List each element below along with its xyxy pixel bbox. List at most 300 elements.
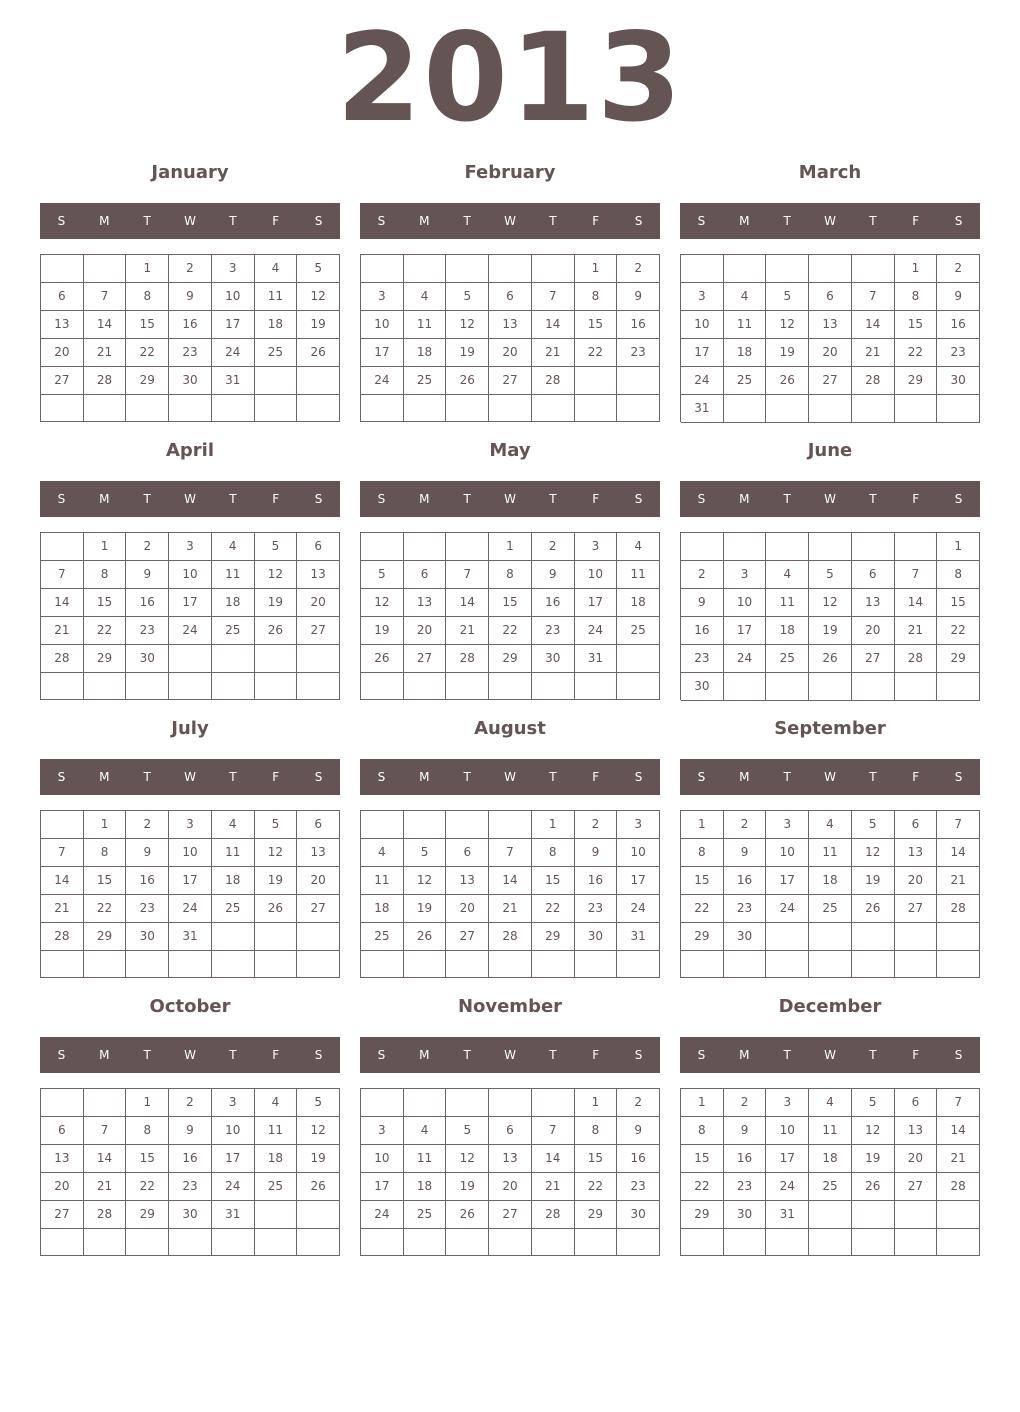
day-cell: 28 xyxy=(489,923,532,951)
day-cell: 1 xyxy=(575,1089,618,1117)
weekday-label: S xyxy=(697,214,706,228)
weekday-label: S xyxy=(314,492,323,506)
empty-cell xyxy=(212,923,255,951)
day-cell: 29 xyxy=(532,923,575,951)
empty-cell xyxy=(84,255,127,283)
day-cell: 11 xyxy=(404,311,447,339)
day-cell: 14 xyxy=(446,589,489,617)
day-cell: 2 xyxy=(724,1089,767,1117)
day-cell: 2 xyxy=(681,561,724,589)
empty-cell xyxy=(41,395,84,422)
day-cell: 26 xyxy=(809,645,852,673)
day-cell: 3 xyxy=(617,811,660,839)
day-cell: 16 xyxy=(937,311,980,339)
weekday-label: M xyxy=(99,770,110,784)
day-cell: 8 xyxy=(489,561,532,589)
empty-cell xyxy=(724,951,767,978)
day-cell: 18 xyxy=(404,1173,447,1201)
empty-cell xyxy=(532,1089,575,1117)
day-cell: 6 xyxy=(41,1117,84,1145)
empty-cell xyxy=(681,255,724,283)
day-cell: 12 xyxy=(297,283,340,311)
day-cell: 29 xyxy=(84,645,127,673)
weekday-header xyxy=(680,759,980,795)
weekday-label: W xyxy=(504,1048,516,1062)
weekday-label: S xyxy=(57,770,66,784)
empty-cell xyxy=(852,533,895,561)
day-cell: 5 xyxy=(297,1089,340,1117)
day-cell: 14 xyxy=(937,839,980,867)
day-cell: 8 xyxy=(575,283,618,311)
weekday-header xyxy=(680,1037,980,1073)
weekday-label: F xyxy=(912,1048,920,1062)
weekday-label: T xyxy=(143,492,151,506)
weekday-label: T xyxy=(229,214,237,228)
empty-cell xyxy=(126,673,169,700)
day-cell: 21 xyxy=(895,617,938,645)
empty-cell xyxy=(937,1201,980,1229)
day-cell: 21 xyxy=(446,617,489,645)
day-cell: 6 xyxy=(489,1117,532,1145)
day-cell: 24 xyxy=(361,1201,404,1229)
day-cell: 15 xyxy=(575,311,618,339)
day-cell: 8 xyxy=(937,561,980,589)
empty-cell xyxy=(681,533,724,561)
empty-cell xyxy=(895,951,938,978)
day-cell: 26 xyxy=(852,1173,895,1201)
day-cell: 5 xyxy=(446,283,489,311)
day-cell: 17 xyxy=(575,589,618,617)
day-cell: 19 xyxy=(446,1173,489,1201)
day-cell: 29 xyxy=(126,1201,169,1229)
empty-cell xyxy=(446,951,489,978)
day-cell: 9 xyxy=(169,1117,212,1145)
empty-cell xyxy=(937,673,980,701)
day-cell: 4 xyxy=(361,839,404,867)
day-cell: 12 xyxy=(255,839,298,867)
day-cell: 1 xyxy=(489,533,532,561)
day-cell: 24 xyxy=(724,645,767,673)
empty-cell xyxy=(212,395,255,422)
day-cell: 9 xyxy=(532,561,575,589)
empty-cell xyxy=(766,533,809,561)
empty-cell xyxy=(617,367,660,395)
day-cell: 24 xyxy=(169,895,212,923)
weekday-label: M xyxy=(99,1048,110,1062)
day-cell: 5 xyxy=(404,839,447,867)
day-cell: 7 xyxy=(84,1117,127,1145)
month-name: October xyxy=(149,996,231,1017)
day-cell: 27 xyxy=(41,367,84,395)
day-cell: 16 xyxy=(126,867,169,895)
empty-cell xyxy=(937,395,980,423)
day-grid xyxy=(680,1088,980,1256)
day-cell: 6 xyxy=(895,811,938,839)
day-cell: 30 xyxy=(169,367,212,395)
day-cell: 21 xyxy=(532,1173,575,1201)
empty-cell xyxy=(617,1229,660,1256)
day-cell: 27 xyxy=(895,895,938,923)
day-cell: 24 xyxy=(212,1173,255,1201)
day-cell: 16 xyxy=(169,311,212,339)
day-cell: 18 xyxy=(255,1145,298,1173)
weekday-label: T xyxy=(783,770,791,784)
day-cell: 25 xyxy=(212,617,255,645)
day-cell: 7 xyxy=(532,1117,575,1145)
weekday-header xyxy=(680,203,980,239)
empty-cell xyxy=(489,1089,532,1117)
day-cell: 31 xyxy=(169,923,212,951)
day-cell: 10 xyxy=(617,839,660,867)
weekday-label: M xyxy=(419,214,430,228)
empty-cell xyxy=(41,1089,84,1117)
weekday-label: M xyxy=(419,492,430,506)
day-cell: 25 xyxy=(255,1173,298,1201)
day-cell: 6 xyxy=(809,283,852,311)
weekday-label: T xyxy=(783,492,791,506)
day-cell: 18 xyxy=(212,867,255,895)
weekday-label: T xyxy=(783,1048,791,1062)
day-cell: 18 xyxy=(212,589,255,617)
weekday-label: T xyxy=(143,770,151,784)
day-cell: 25 xyxy=(255,339,298,367)
day-cell: 21 xyxy=(532,339,575,367)
day-cell: 18 xyxy=(404,339,447,367)
day-cell: 26 xyxy=(255,617,298,645)
day-cell: 18 xyxy=(809,867,852,895)
day-cell: 2 xyxy=(575,811,618,839)
day-cell: 17 xyxy=(361,1173,404,1201)
day-cell: 20 xyxy=(404,617,447,645)
empty-cell xyxy=(532,395,575,422)
day-cell: 26 xyxy=(297,1173,340,1201)
weekday-label: S xyxy=(377,770,386,784)
day-cell: 21 xyxy=(937,1145,980,1173)
day-cell: 30 xyxy=(724,1201,767,1229)
day-cell: 1 xyxy=(575,255,618,283)
day-cell: 13 xyxy=(852,589,895,617)
day-cell: 18 xyxy=(361,895,404,923)
empty-cell xyxy=(852,395,895,423)
weekday-label: S xyxy=(697,1048,706,1062)
day-cell: 15 xyxy=(575,1145,618,1173)
day-cell: 24 xyxy=(575,617,618,645)
day-cell: 10 xyxy=(575,561,618,589)
day-cell: 1 xyxy=(895,255,938,283)
weekday-label: T xyxy=(463,492,471,506)
day-cell: 8 xyxy=(681,1117,724,1145)
weekday-label: W xyxy=(504,770,516,784)
day-cell: 5 xyxy=(255,533,298,561)
empty-cell xyxy=(446,811,489,839)
day-cell: 3 xyxy=(681,283,724,311)
day-cell: 20 xyxy=(297,589,340,617)
empty-cell xyxy=(575,951,618,978)
weekday-label: W xyxy=(824,770,836,784)
weekday-label: S xyxy=(377,492,386,506)
day-cell: 21 xyxy=(41,895,84,923)
empty-cell xyxy=(297,1229,340,1256)
day-cell: 13 xyxy=(895,1117,938,1145)
month-name: December xyxy=(778,996,882,1017)
day-cell: 15 xyxy=(895,311,938,339)
empty-cell xyxy=(361,1089,404,1117)
empty-cell xyxy=(361,395,404,422)
empty-cell xyxy=(297,923,340,951)
day-cell: 11 xyxy=(212,561,255,589)
day-cell: 9 xyxy=(724,839,767,867)
empty-cell xyxy=(84,951,127,978)
day-cell: 24 xyxy=(766,1173,809,1201)
day-cell: 12 xyxy=(404,867,447,895)
day-cell: 13 xyxy=(404,589,447,617)
empty-cell xyxy=(575,367,618,395)
weekday-header xyxy=(680,481,980,517)
weekday-label: S xyxy=(634,1048,643,1062)
weekday-label: W xyxy=(504,492,516,506)
weekday-label: S xyxy=(377,214,386,228)
empty-cell xyxy=(126,395,169,422)
day-cell: 3 xyxy=(724,561,767,589)
empty-cell xyxy=(212,1229,255,1256)
day-cell: 27 xyxy=(809,367,852,395)
empty-cell xyxy=(489,673,532,700)
weekday-label: T xyxy=(549,1048,557,1062)
weekday-label: W xyxy=(824,492,836,506)
day-cell: 26 xyxy=(446,1201,489,1229)
day-cell: 12 xyxy=(809,589,852,617)
day-cell: 7 xyxy=(852,283,895,311)
day-cell: 31 xyxy=(575,645,618,673)
day-cell: 3 xyxy=(766,1089,809,1117)
day-cell: 27 xyxy=(446,923,489,951)
day-cell: 12 xyxy=(446,1145,489,1173)
weekday-label: S xyxy=(697,492,706,506)
empty-cell xyxy=(532,255,575,283)
day-cell: 17 xyxy=(766,867,809,895)
day-cell: 7 xyxy=(895,561,938,589)
day-cell: 23 xyxy=(126,617,169,645)
day-cell: 25 xyxy=(809,1173,852,1201)
weekday-header xyxy=(360,203,660,239)
empty-cell xyxy=(446,533,489,561)
day-cell: 3 xyxy=(212,1089,255,1117)
empty-cell xyxy=(575,673,618,700)
empty-cell xyxy=(895,923,938,951)
day-cell: 16 xyxy=(532,589,575,617)
empty-cell xyxy=(404,1229,447,1256)
day-cell: 3 xyxy=(169,811,212,839)
empty-cell xyxy=(724,255,767,283)
empty-cell xyxy=(84,395,127,422)
month-name: June xyxy=(807,440,853,461)
empty-cell xyxy=(809,1229,852,1256)
day-cell: 6 xyxy=(852,561,895,589)
empty-cell xyxy=(766,255,809,283)
empty-cell xyxy=(446,1229,489,1256)
empty-cell xyxy=(404,811,447,839)
day-cell: 12 xyxy=(766,311,809,339)
empty-cell xyxy=(361,951,404,978)
weekday-label: F xyxy=(272,770,280,784)
empty-cell xyxy=(41,951,84,978)
day-cell: 8 xyxy=(575,1117,618,1145)
day-cell: 2 xyxy=(724,811,767,839)
day-cell: 1 xyxy=(126,255,169,283)
empty-cell xyxy=(937,1229,980,1256)
day-cell: 24 xyxy=(169,617,212,645)
day-cell: 11 xyxy=(809,839,852,867)
day-cell: 5 xyxy=(297,255,340,283)
day-cell: 21 xyxy=(852,339,895,367)
day-cell: 7 xyxy=(937,811,980,839)
day-cell: 16 xyxy=(617,311,660,339)
day-cell: 20 xyxy=(297,867,340,895)
day-cell: 17 xyxy=(169,589,212,617)
day-cell: 5 xyxy=(255,811,298,839)
day-cell: 9 xyxy=(617,283,660,311)
weekday-label: W xyxy=(184,1048,196,1062)
day-cell: 29 xyxy=(681,1201,724,1229)
empty-cell xyxy=(255,1201,298,1229)
day-cell: 18 xyxy=(766,617,809,645)
day-cell: 27 xyxy=(489,367,532,395)
day-cell: 16 xyxy=(724,867,767,895)
day-cell: 28 xyxy=(41,923,84,951)
day-cell: 25 xyxy=(809,895,852,923)
month-name: April xyxy=(165,440,215,461)
day-cell: 22 xyxy=(681,1173,724,1201)
day-grid xyxy=(40,532,340,700)
weekday-label: S xyxy=(314,770,323,784)
day-cell: 18 xyxy=(809,1145,852,1173)
day-cell: 15 xyxy=(937,589,980,617)
day-cell: 3 xyxy=(575,533,618,561)
day-cell: 12 xyxy=(297,1117,340,1145)
empty-cell xyxy=(255,645,298,673)
weekday-label: S xyxy=(954,492,963,506)
day-cell: 19 xyxy=(297,1145,340,1173)
day-cell: 3 xyxy=(361,1117,404,1145)
weekday-label: M xyxy=(739,770,750,784)
weekday-label: T xyxy=(143,214,151,228)
day-cell: 10 xyxy=(766,1117,809,1145)
day-cell: 4 xyxy=(724,283,767,311)
empty-cell xyxy=(809,255,852,283)
day-cell: 8 xyxy=(84,839,127,867)
weekday-label: F xyxy=(592,214,600,228)
day-cell: 3 xyxy=(169,533,212,561)
day-cell: 5 xyxy=(446,1117,489,1145)
weekday-label: F xyxy=(912,770,920,784)
day-cell: 4 xyxy=(212,533,255,561)
day-grid xyxy=(360,254,660,422)
empty-cell xyxy=(361,811,404,839)
day-cell: 23 xyxy=(937,339,980,367)
day-cell: 25 xyxy=(404,367,447,395)
day-cell: 4 xyxy=(809,811,852,839)
day-cell: 14 xyxy=(852,311,895,339)
empty-cell xyxy=(681,1229,724,1256)
day-cell: 16 xyxy=(575,867,618,895)
month-name: February xyxy=(464,162,556,183)
day-cell: 4 xyxy=(809,1089,852,1117)
empty-cell xyxy=(297,367,340,395)
day-cell: 28 xyxy=(41,645,84,673)
day-cell: 3 xyxy=(766,811,809,839)
day-cell: 11 xyxy=(212,839,255,867)
day-cell: 13 xyxy=(41,311,84,339)
empty-cell xyxy=(809,673,852,701)
weekday-label: W xyxy=(184,492,196,506)
empty-cell xyxy=(489,811,532,839)
month-name: November xyxy=(457,996,563,1017)
day-grid xyxy=(40,254,340,422)
weekday-label: S xyxy=(377,1048,386,1062)
day-cell: 4 xyxy=(255,1089,298,1117)
day-cell: 10 xyxy=(169,561,212,589)
weekday-label: M xyxy=(419,770,430,784)
weekday-header xyxy=(360,481,660,517)
weekday-label: M xyxy=(739,1048,750,1062)
empty-cell xyxy=(41,533,84,561)
empty-cell xyxy=(937,923,980,951)
weekday-label: S xyxy=(57,492,66,506)
day-cell: 12 xyxy=(361,589,404,617)
weekday-label: T xyxy=(869,770,877,784)
day-cell: 2 xyxy=(617,255,660,283)
day-cell: 11 xyxy=(255,1117,298,1145)
day-cell: 29 xyxy=(126,367,169,395)
month-name: March xyxy=(798,162,862,183)
day-cell: 14 xyxy=(84,311,127,339)
empty-cell xyxy=(212,645,255,673)
day-cell: 24 xyxy=(681,367,724,395)
empty-cell xyxy=(617,645,660,673)
day-cell: 29 xyxy=(84,923,127,951)
day-grid xyxy=(360,1088,660,1256)
day-grid xyxy=(680,254,980,422)
day-cell: 12 xyxy=(852,1117,895,1145)
empty-cell xyxy=(255,395,298,422)
day-cell: 23 xyxy=(575,895,618,923)
empty-cell xyxy=(766,673,809,701)
day-grid xyxy=(40,1088,340,1256)
day-cell: 24 xyxy=(617,895,660,923)
empty-cell xyxy=(126,951,169,978)
day-cell: 11 xyxy=(724,311,767,339)
weekday-label: F xyxy=(912,492,920,506)
empty-cell xyxy=(852,673,895,701)
day-cell: 8 xyxy=(895,283,938,311)
empty-cell xyxy=(404,255,447,283)
empty-cell xyxy=(852,1201,895,1229)
day-cell: 10 xyxy=(169,839,212,867)
day-cell: 26 xyxy=(446,367,489,395)
day-cell: 7 xyxy=(937,1089,980,1117)
day-cell: 9 xyxy=(169,283,212,311)
day-cell: 1 xyxy=(532,811,575,839)
day-cell: 30 xyxy=(532,645,575,673)
day-cell: 22 xyxy=(84,617,127,645)
day-cell: 26 xyxy=(255,895,298,923)
empty-cell xyxy=(297,951,340,978)
day-cell: 26 xyxy=(297,339,340,367)
weekday-label: T xyxy=(229,770,237,784)
weekday-label: S xyxy=(634,492,643,506)
weekday-header xyxy=(360,759,660,795)
day-cell: 31 xyxy=(212,1201,255,1229)
